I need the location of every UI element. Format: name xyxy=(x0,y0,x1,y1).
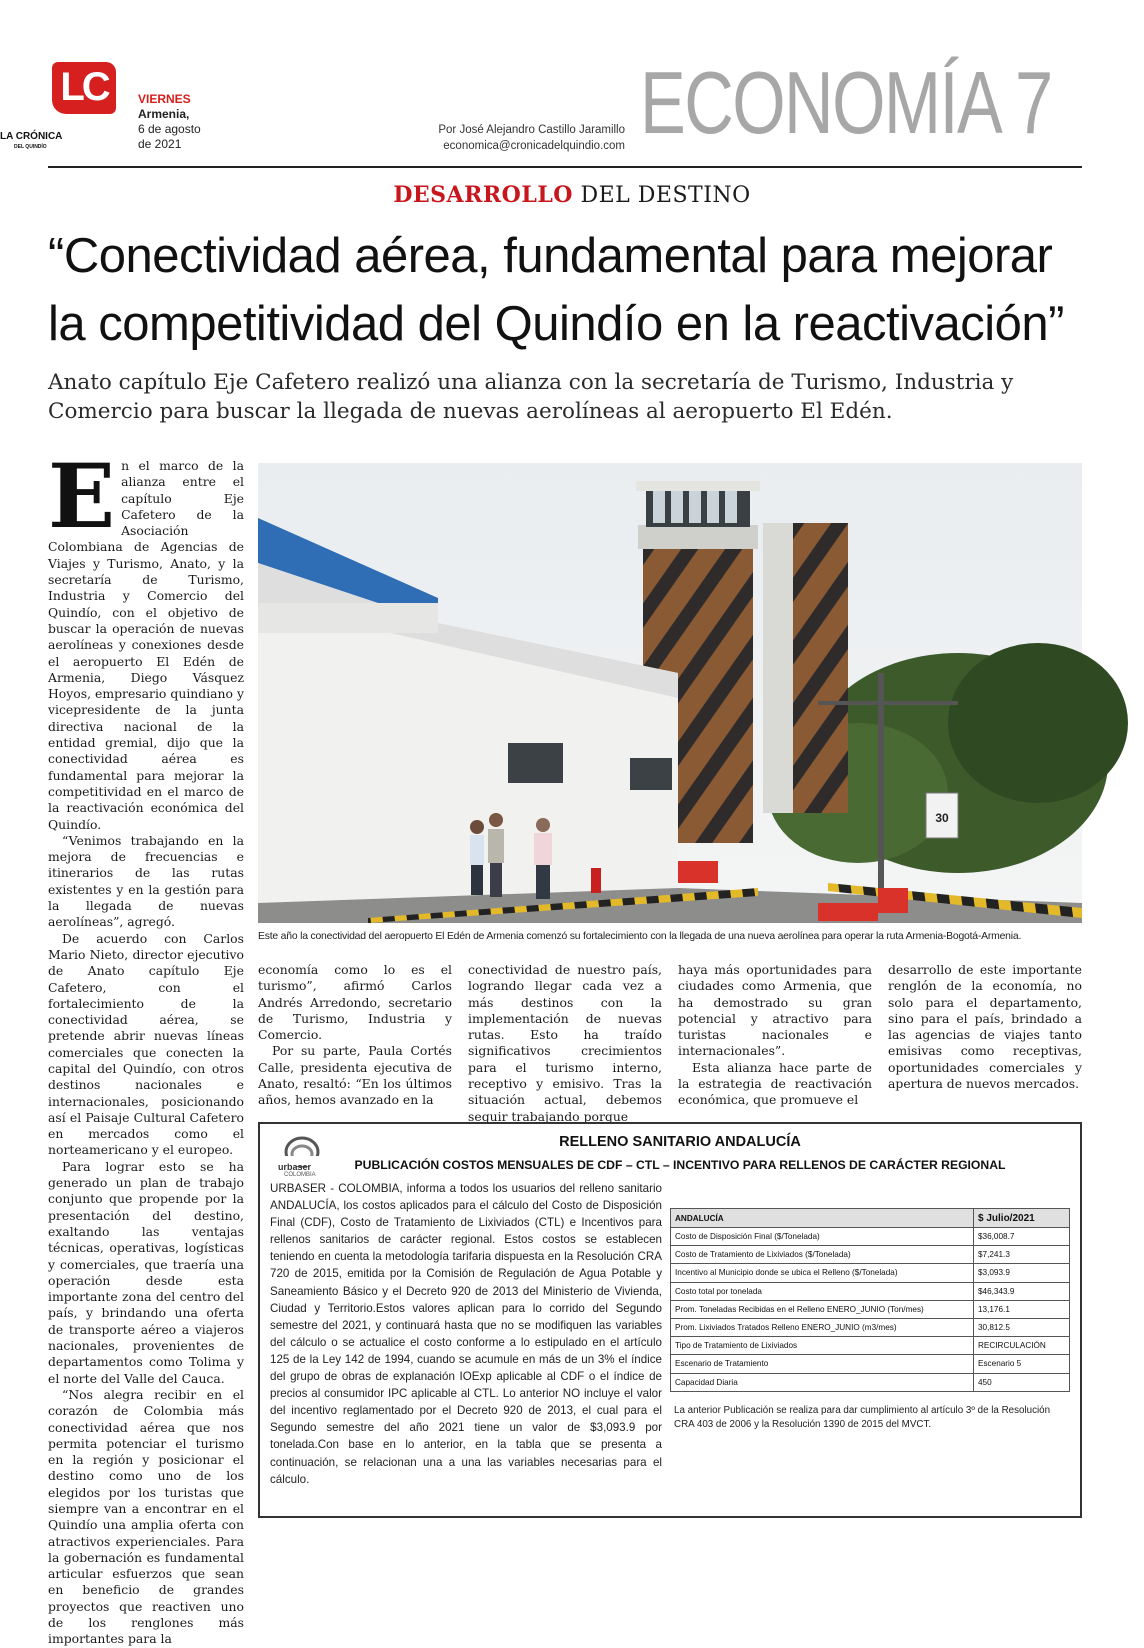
dateline-day: VIERNES xyxy=(138,92,191,106)
table-row xyxy=(671,1300,1070,1318)
table-row xyxy=(671,1355,1070,1373)
table-row xyxy=(671,1264,1070,1282)
table-cell-label: Tipo de Tratamiento de Lixiviados xyxy=(671,1337,974,1355)
logo-name: LA CRÓNICA xyxy=(0,131,63,142)
table-cell-label: Costo de Tratamiento de Lixiviados ($/Tonelada) xyxy=(671,1246,974,1264)
photo-caption: Este año la conectividad del aeropuerto El Edén de Armenia comenzó su fortalecimiento con la llegada de una nueva aerolínea para operar la ruta Armenia-Bogotá-Armenia. xyxy=(258,931,1022,942)
kicker-main: DESARROLLO xyxy=(393,182,573,208)
ad-subtitle: PUBLICACIÓN COSTOS MENSUALES DE CDF – CTL – INCENTIVO PARA RELLENOS DE CARÁCTER REGIONAL xyxy=(354,1158,1006,1172)
article-column-2 xyxy=(258,962,452,1108)
table-cell-label: Escenario de Tratamiento xyxy=(671,1355,974,1373)
table-cell-label: Costo total por tonelada xyxy=(671,1282,974,1300)
subhead: Anato capítulo Eje Cafetero realizó una alianza con la secretaría de Turismo, Industria y Comercio para buscar la llegada de nuevas aerolíneas al aeropuerto El Edén. xyxy=(48,370,1014,424)
road-sign-text: 30 xyxy=(935,811,949,825)
column-4-paragraph-1: haya más oportunidades para ciudades como Armenia, que ha demostrado su gran potencial y atractivo para turistas nacionales e internacionales”. xyxy=(678,962,872,1059)
table-row xyxy=(671,1337,1070,1355)
column-4-paragraph-2: Esta alianza hace parte de la estrategia de reactivación económica, que promueve el xyxy=(678,1059,872,1108)
table-row xyxy=(671,1228,1070,1246)
table-cell-value: 13,176.1 xyxy=(974,1300,1070,1318)
headline-line-1: “Conectividad aérea, fundamental para mejorar xyxy=(48,229,1053,283)
table-cell-value: $7,241.3 xyxy=(974,1246,1070,1264)
article-column-5 xyxy=(888,962,1082,1102)
table-cell-value: 30,812.5 xyxy=(974,1318,1070,1336)
byline xyxy=(420,122,625,154)
urbaser-logo-name: urbaser xyxy=(278,1162,312,1172)
table-cell-value: $3,093.9 xyxy=(974,1264,1070,1282)
headline-line-2: la competitividad del Quindío en la reactivación” xyxy=(48,297,1064,351)
column-5-paragraph-1: desarrollo de este importante renglón de la economía, no solo para el departamento, sino para el país, brindado a las agencias de viajes tanto emisivas como receptivas, oportunidades comerciales y apertura de nuevos mercados. xyxy=(888,962,1082,1092)
dateline xyxy=(138,92,201,152)
column-3-paragraph-1: conectividad de nuestro país, logrando llegar cada vez a más destinos con la implementación de nuevas rutas. Esto ha traído significativos crecimientos para el turismo interno, receptivo y emisivo. Tras la situación actual, debemos seguir trabajando porque xyxy=(468,962,662,1124)
header-rule xyxy=(48,166,1082,168)
table-cell-value: $46,343.9 xyxy=(974,1282,1070,1300)
kicker xyxy=(0,182,1144,208)
newspaper-logo xyxy=(52,62,122,132)
drop-cap: E xyxy=(48,444,116,548)
article-column-4 xyxy=(678,962,872,1108)
table-header-label: ANDALUCÍA xyxy=(671,1209,974,1228)
cost-table xyxy=(670,1208,1070,1392)
table-cell-value: 450 xyxy=(974,1373,1070,1391)
article-column-3 xyxy=(468,962,662,1124)
table-cell-value: RECIRCULACIÓN xyxy=(974,1337,1070,1355)
kicker-rest: DEL DESTINO xyxy=(572,183,751,208)
author-email: economica@cronicadelquindio.com xyxy=(443,140,625,152)
table-cell-label: Incentivo al Municipio donde se ubica el Relleno ($/Tonelada) xyxy=(671,1264,974,1282)
logo-letters: LC xyxy=(60,65,108,109)
table-cell-value: $36,008.7 xyxy=(974,1228,1070,1246)
dateline-year: de 2021 xyxy=(138,137,182,151)
table-header-value: $ Julio/2021 xyxy=(974,1209,1070,1228)
logo-subtitle: DEL QUINDÍO xyxy=(14,144,47,150)
paragraph-3: De acuerdo con Carlos Mario Nieto, director ejecutivo de Anato capítulo Eje Cafetero, con el fortalecimiento de la conectividad aérea, se pretende abrir nuevas líneas comerciales que conecten la capital del Quindío, con otros destinos nacionales e internacionales, posicionando así el Paisaje Cultural Cafetero en mercados como el norteamericano y el europeo. xyxy=(48,930,244,1158)
column-2-paragraph-2: Por su parte, Paula Cortés Calle, presidenta ejecutiva de Anato, resaltó: “En los últimos años, hemos avanzado en la xyxy=(258,1043,452,1108)
dateline-city: Armenia, xyxy=(138,107,190,121)
urbaser-advertisement xyxy=(258,1122,1082,1518)
author: Por José Alejandro Castillo Jaramillo xyxy=(438,124,625,136)
urbaser-logo-sub: COLOMBIA xyxy=(284,1172,316,1178)
table-header-row xyxy=(671,1209,1070,1228)
paragraph-2: “Venimos trabajando en la mejora de frecuencias e itinerarios de las rutas existentes y en la gestión para la llegada de nuevas aerolíneas”, agregó. xyxy=(48,832,244,930)
table-row xyxy=(671,1246,1070,1264)
ad-body: URBASER - COLOMBIA, informa a todos los usuarios del relleno sanitario ANDALUCÍA, los costos aplicados para el cálculo del Costo de Disposición Final (CDF), Costo de Tratamiento de Lixiviados (CTL) e Incentivos para rellenos sanitarios de carácter regional. Estos costos se establecen teniendo en cuenta la metodología tarifaria dispuesta en la Resolución CRA 720 de 2015, emitida por la Comisión de Regulación de Agua Potable y Saneamiento Básico y el Decreto 920 de 2013 del Ministerio de Vivienda, Ciudad y Territorio.Estos valores aplican para lo corrido del Segundo semestre del 2021, y continuará hasta que no se modifiquen las variables del cálculo o se actualice el costo conforme a lo estipulado en el artículo 125 de la Ley 142 de 1994, cuando se acumule en más de un 3% el índice del grupo de obras de explanación IOExp aplicable al CDF o el índice de precios al consumidor IPC aplicable al CTL. Lo anterior NO incluye el valor del incentivo reglamentado por el Decreto 920 de 2013, el cual para el Segundo semestre del año 2021 tiene un valor de $3,093.9 por tonelada.Con base en lo anterior, en la tabla que se presenta a continuación, se relacionan una a una las variables necesarias para el cálculo. xyxy=(270,1182,662,1486)
table-row xyxy=(671,1373,1070,1391)
table-row xyxy=(671,1282,1070,1300)
airport-photo xyxy=(258,463,1082,923)
paragraph-1 xyxy=(48,444,244,833)
table-cell-label: Capacidad Diaria xyxy=(671,1373,974,1391)
section-page-title: ECONOMÍA 7 xyxy=(640,53,1052,152)
column-2-paragraph-1: economía como lo es el turismo”, afirmó Carlos Andrés Arredondo, secretario de Turismo, Industria y Comercio. xyxy=(258,962,452,1043)
table-row xyxy=(671,1318,1070,1336)
paragraph-4: Para lograr esto se ha generado un plan de trabajo conjunto que propende por la presentación del destino, exaltando las ventajas técnicas, operativas, logísticas y comerciales, que traería una operación desde esta importante zona del centro del país, y brindando una oferta de transporte aéreo a viajeros nacionales, provenientes de departamentos como Tolima y el norte del Valle del Cauca. xyxy=(48,1158,244,1386)
table-cell-label: Costo de Disposición Final ($/Tonelada) xyxy=(671,1228,974,1246)
dateline-date: 6 de agosto xyxy=(138,122,201,136)
table-cell-label: Prom. Toneladas Recibidas en el Relleno ENERO_JUNIO (Ton/mes) xyxy=(671,1300,974,1318)
table-cell-label: Prom. Lixiviados Tratados Relleno ENERO_JUNIO (m3/mes) xyxy=(671,1318,974,1336)
paragraph-5: “Nos alegra recibir en el corazón de Colombia más conectividad aérea que nos permita potenciar el turismo en la región y posicionar el destino como uno de los elegidos por los turistas que siempre van a encontrar en el Quindío una amplia oferta con atractivos experienciales. Para la gobernación es fundamental articular esfuerzos que sean en beneficio de grandes proyectos que reactiven uno de los renglones más importantes para la xyxy=(48,1386,244,1647)
headline xyxy=(48,222,1088,358)
table-cell-value: Escenario 5 xyxy=(974,1355,1070,1373)
ad-title: RELLENO SANITARIO ANDALUCÍA xyxy=(559,1134,801,1150)
paragraph-1-text: n el marco de la alianza entre el capítulo Eje Cafetero de la Asociación Colombiana de Agencias de Viajes y Turismo, Anato, y la secretaría de Turismo, Industria y Comercio del Quindío, con el objetivo de buscar la operación de nuevas aerolíneas y conexiones desde el aeropuerto El Edén de Armenia, Diego Vásquez Hoyos, empresario quindiano y vicepresidente de la junta directiva nacional de la entidad gremial, dijo que la conectividad aérea es fundamental para mejorar la competitividad en el marco de la reactivación económica del Quindío. xyxy=(48,458,244,832)
article-column-1 xyxy=(48,444,244,1647)
ad-legal-note: La anterior Publicación se realiza para dar cumplimiento al artículo 3º de la Resolución CRA 403 de 2006 y la Resolución 1390 de 2015 del MVCT. xyxy=(674,1405,1051,1430)
